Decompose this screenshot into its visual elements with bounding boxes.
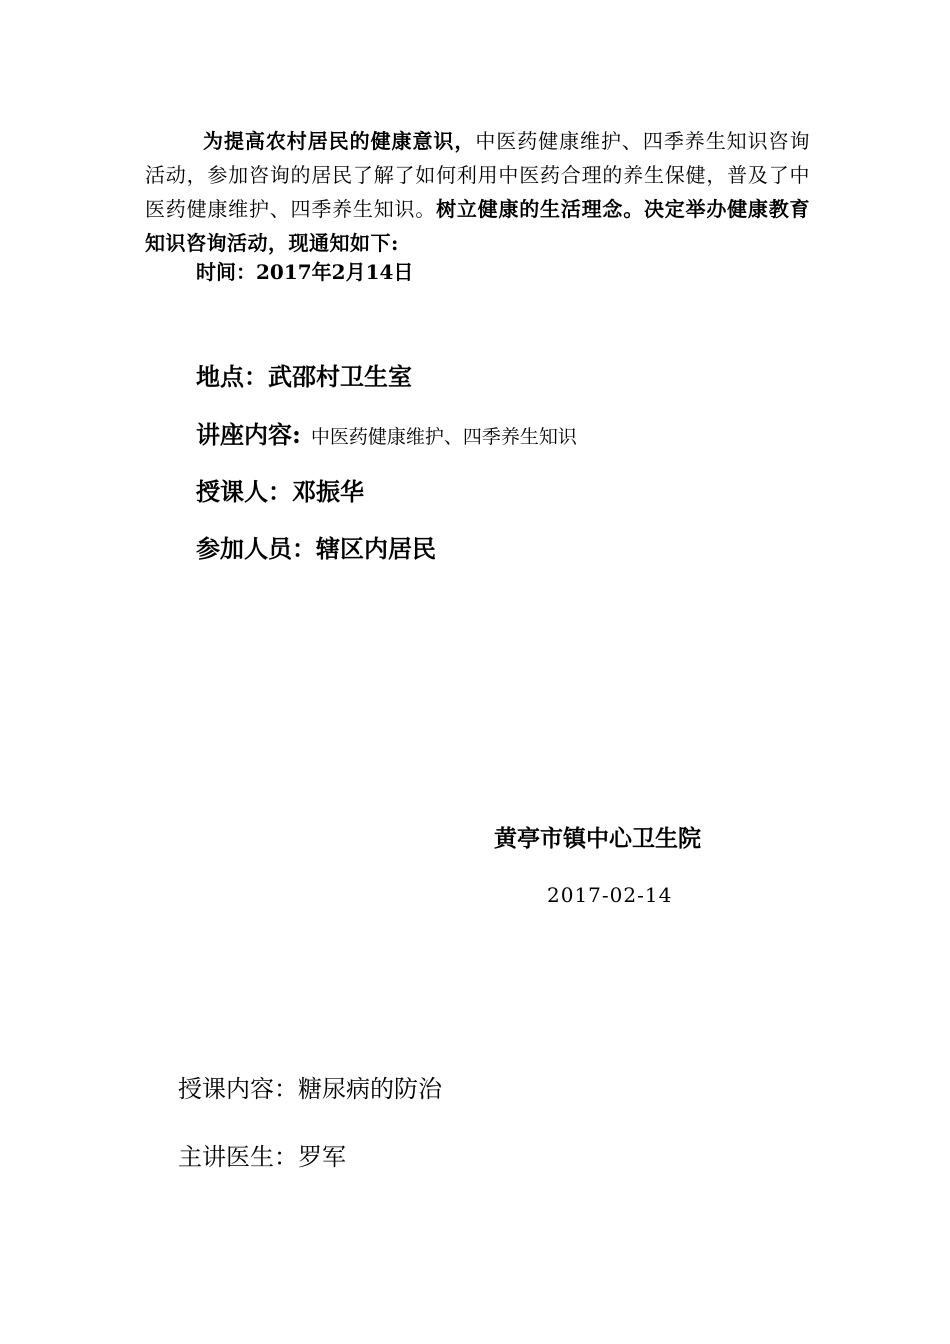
intro-lead: 为提高农村居民的健康意识， xyxy=(203,129,476,153)
participants: 参加人员：辖区内居民 xyxy=(196,534,436,563)
event-time: 时间：2017年2月14日 xyxy=(196,260,414,284)
lecture-content-value: 中医药健康维护、四季养生知识 xyxy=(310,426,577,448)
intro-paragraph xyxy=(145,124,810,260)
lecture-content-label: 讲座内容: xyxy=(196,420,301,449)
lead-doctor: 主讲医生：罗军 xyxy=(178,1143,346,1171)
course-content: 授课内容：糖尿病的防治 xyxy=(178,1075,442,1103)
lecturer: 授课人：邓振华 xyxy=(196,477,364,506)
organization-signature: 黄亭市镇中心卫生院 xyxy=(494,825,701,852)
event-location: 地点：武邵村卫生室 xyxy=(196,362,412,391)
signature-date: 2017-02-14 xyxy=(547,883,673,907)
intro-body: 中医药健康维护、四季养生知识咨询活动，参加咨询的居民了解了如何利用中医药合理的养生保健，普及了中医药健康维护、四季养生知识。 xyxy=(145,129,811,221)
intro-closing: 树立健康的生活理念。决定举办健康教育知识咨询活动，现通知如下: xyxy=(145,197,811,255)
lecture-content-row xyxy=(196,418,577,454)
